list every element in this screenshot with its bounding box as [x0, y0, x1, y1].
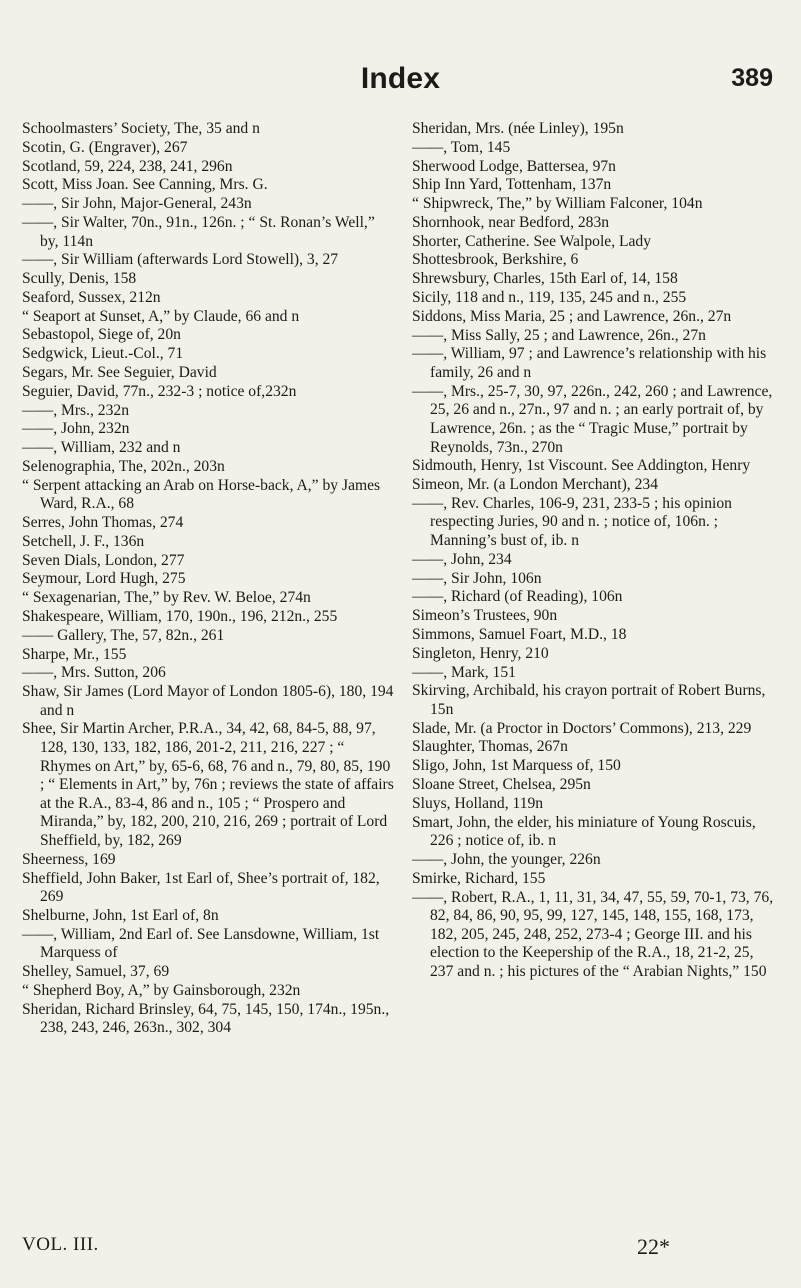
index-entry: Simmons, Samuel Foart, M.D., 18	[412, 625, 627, 643]
index-entry: Sloane Street, Chelsea, 295n	[412, 776, 591, 794]
index-entry: Shaw, Sir James (Lord Mayor of London 1805-6), 180, 194 and n	[22, 683, 394, 719]
signature-mark: 22*	[637, 1234, 670, 1259]
index-entry: Scotland, 59, 224, 238, 241, 296n	[22, 157, 233, 175]
index-entry: Sicily, 118 and n., 119, 135, 245 and n., 255	[412, 289, 687, 307]
page-number: 389	[731, 64, 773, 92]
index-entry: Shee, Sir Martin Archer, P.R.A., 34, 42, 68, 84-5, 88, 97, 128, 130, 133, 182, 186, 201-2, 211, 216, 227 ; “ Rhymes on Art,” by, 65-6, 68, 76 and n., 79, 80, 85, 190 ; “ Elements in Art,” by, 76n ; reviews the state of affairs at the R.A., 83-4, 86 and n., 105 ; “ Prospero and Miranda,” by, 182, 200, 210, 216, 269 ; portrait of Lord Sheffield, by, 182, 269	[22, 720, 394, 849]
index-entry: ——, Mrs. Sutton, 206	[22, 664, 166, 682]
index-entry: “ Seaport at Sunset, A,” by Claude, 66 and n	[22, 307, 300, 325]
index-entry: Sligo, John, 1st Marquess of, 150	[412, 757, 621, 775]
volume-label: VOL. III.	[22, 1234, 99, 1255]
index-entry: ——, Richard (of Reading), 106n	[412, 588, 623, 606]
index-entry: Shelley, Samuel, 37, 69	[22, 963, 170, 981]
index-entry: Serres, John Thomas, 274	[22, 514, 184, 532]
index-entry: ——, Miss Sally, 25 ; and Lawrence, 26n., 27n	[412, 326, 706, 344]
index-column-left	[22, 120, 394, 1038]
index-entry: Slaughter, Thomas, 267n	[412, 738, 568, 756]
index-column-right	[412, 120, 780, 982]
index-entry: ——, William, 232 and n	[22, 439, 181, 457]
index-entry: Sheffield, John Baker, 1st Earl of, Shee’s portrait of, 182, 269	[22, 869, 380, 906]
index-entry: Shornhook, near Bedford, 283n	[412, 213, 610, 231]
index-entry: Setchell, J. F., 136n	[22, 532, 145, 550]
index-entry: Sedgwick, Lieut.-Col., 71	[22, 345, 184, 363]
index-entry: Ship Inn Yard, Tottenham, 137n	[412, 176, 612, 194]
index-entry: ——, Sir Walter, 70n., 91n., 126n. ; “ St. Ronan’s Well,” by, 114n	[22, 213, 375, 250]
index-entry: Shelburne, John, 1st Earl of, 8n	[22, 906, 219, 924]
index-entry: ——, William, 2nd Earl of. See Lansdowne, William, 1st Marquess of	[22, 925, 380, 962]
index-entry: Seaford, Sussex, 212n	[22, 288, 161, 306]
index-entry: Shorter, Catherine. See Walpole, Lady	[412, 232, 652, 250]
index-entry: Scully, Denis, 158	[22, 270, 137, 288]
index-entry: “ Sexagenarian, The,” by Rev. W. Beloe, 274n	[22, 589, 311, 607]
index-entry: Segars, Mr. See Seguier, David	[22, 363, 217, 381]
index-entry: Sheridan, Mrs. (née Linley), 195n	[412, 120, 624, 137]
index-entry: Seymour, Lord Hugh, 275	[22, 570, 186, 588]
index-entry: ——, Sir John, 106n	[412, 569, 542, 587]
index-entry: Smart, John, the elder, his miniature of Young Roscuis, 226 ; notice of, ib. n	[412, 813, 756, 850]
page-footer	[0, 1234, 801, 1264]
index-entry: Shottesbrook, Berkshire, 6	[412, 251, 579, 269]
index-entry: Schoolmasters’ Society, The, 35 and n	[22, 120, 260, 137]
index-entry: Seven Dials, London, 277	[22, 551, 185, 569]
index-entry: ——, Rev. Charles, 106-9, 231, 233-5 ; his opinion respecting Juries, 90 and n. ; notice of, 106n. ; Manning’s bust of, ib. n	[412, 494, 732, 550]
index-entry: “ Shepherd Boy, A,” by Gainsborough, 232n	[22, 981, 301, 999]
index-entry: Sheridan, Richard Brinsley, 64, 75, 145, 150, 174n., 195n., 238, 243, 246, 263n., 302, 304	[22, 1000, 390, 1037]
index-entry: Shakespeare, William, 170, 190n., 196, 212n., 255	[22, 607, 338, 625]
index-entry: Sheerness, 169	[22, 850, 116, 868]
index-entry: ——, Mrs., 232n	[22, 401, 129, 419]
index-entry: Selenographia, The, 202n., 203n	[22, 457, 225, 475]
index-entry: Scott, Miss Joan. See Canning, Mrs. G.	[22, 176, 268, 194]
index-entry: Skirving, Archibald, his crayon portrait of Robert Burns, 15n	[412, 682, 766, 718]
index-entry: Seguier, David, 77n., 232-3 ; notice of,232n	[22, 382, 297, 400]
index-entry: Sharpe, Mr., 155	[22, 645, 127, 663]
page-header	[0, 62, 801, 112]
index-entry: ——, Sir William (afterwards Lord Stowell), 3, 27	[22, 251, 339, 269]
index-entry: Sluys, Holland, 119n	[412, 794, 544, 812]
page-title: Index	[360, 62, 441, 95]
index-entry: Scotin, G. (Engraver), 267	[22, 138, 188, 156]
index-entry: —— Gallery, The, 57, 82n., 261	[22, 626, 225, 644]
index-entry: Sebastopol, Siege of, 20n	[22, 326, 181, 344]
index-entry: ——, John, the younger, 226n	[412, 850, 601, 868]
index-entry: Slade, Mr. (a Proctor in Doctors’ Commons), 213, 229	[412, 719, 752, 737]
index-entry: “ Serpent attacking an Arab on Horse-back, A,” by James Ward, R.A., 68	[22, 476, 381, 513]
index-entry: Simeon, Mr. (a London Merchant), 234	[412, 476, 658, 494]
index-entry: Siddons, Miss Maria, 25 ; and Lawrence, 26n., 27n	[412, 307, 732, 325]
index-entry: Singleton, Henry, 210	[412, 644, 549, 662]
index-entry: “ Shipwreck, The,” by William Falconer, 104n	[412, 195, 703, 213]
index-entry: Shrewsbury, Charles, 15th Earl of, 14, 158	[412, 270, 678, 288]
index-entry: ——, Mark, 151	[412, 663, 516, 681]
index-entry: ——, William, 97 ; and Lawrence’s relationship with his family, 26 and n	[412, 345, 767, 381]
index-entry: ——, Mrs., 25-7, 30, 97, 226n., 242, 260 ; and Lawrence, 25, 26 and n., 27n., 97 and n. ; an early portrait of, by Lawrence, 26n. ; as the “ Tragic Muse,” portrait by Reynolds, 73n., 270n	[412, 382, 773, 456]
index-entry: Simeon’s Trustees, 90n	[412, 607, 558, 625]
index-entry: Sherwood Lodge, Battersea, 97n	[412, 157, 616, 175]
index-entry: ——, Sir John, Major-General, 243n	[22, 195, 252, 213]
index-entry: Sidmouth, Henry, 1st Viscount. See Addington, Henry	[412, 457, 751, 475]
index-entry: ——, John, 234	[412, 550, 512, 568]
index-entry: ——, John, 232n	[22, 420, 130, 438]
index-entry: ——, Robert, R.A., 1, 11, 31, 34, 47, 55, 59, 70-1, 73, 76, 82, 84, 86, 90, 95, 99, 127, 145, 148, 155, 168, 173, 182, 205, 245, 248, 252, 273-4 ; George III. and his election to the Keepership of the R.A., 18, 21-2, 25, 237 and n. ; his pictures of the “ Arabian Nights,” 150	[412, 888, 774, 980]
index-entry: Smirke, Richard, 155	[412, 869, 546, 887]
index-entry: ——, Tom, 145	[412, 138, 511, 156]
